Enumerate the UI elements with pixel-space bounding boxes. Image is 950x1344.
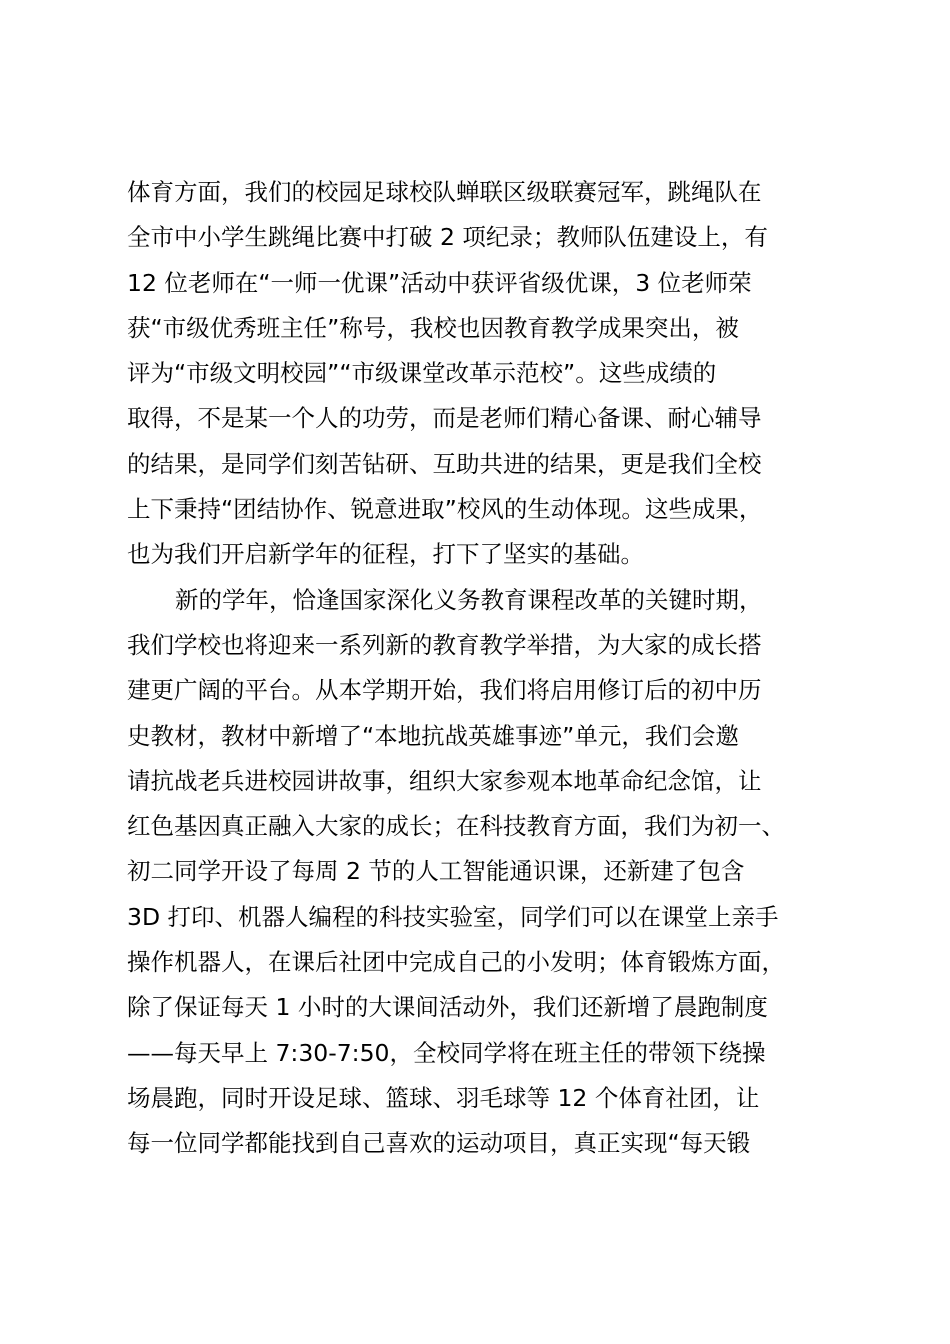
text-line: 操作机器人，在课后社团中完成自己的小发明；体育锻炼方面，: [127, 948, 785, 977]
text-line: 3D 打印、机器人编程的科技实验室，同学们可以在课堂上亲手: [127, 902, 779, 931]
text-line: ——每天早上 7:30-7:50，全校同学将在班主任的带领下绕操: [127, 1038, 766, 1067]
paragraph-first-line: 新的学年，恰逢国家深化义务教育课程改革的关键时期，: [175, 585, 763, 614]
text-line: 获“市级优秀班主任”称号，我校也因教育教学成果突出，被: [127, 313, 739, 342]
text-line: 全市中小学生跳绳比赛中打破 2 项纪录；教师队伍建设上，有: [127, 223, 768, 252]
text-line: 每一位同学都能找到自己喜欢的运动项目，真正实现“每天锻: [127, 1129, 751, 1158]
text-line: 史教材，教材中新增了“本地抗战英雄事迹”单元，我们会邀: [127, 721, 739, 750]
text-line: 请抗战老兵进校园讲故事，组织大家参观本地革命纪念馆，让: [127, 766, 762, 795]
text-line: 上下秉持“团结协作、锐意进取”校风的生动体现。这些成果，: [127, 495, 763, 524]
text-line: 我们学校也将迎来一系列新的教育教学举措，为大家的成长搭: [127, 630, 762, 659]
text-line: 红色基因真正融入大家的成长；在科技教育方面，我们为初一、: [127, 812, 785, 841]
text-line: 除了保证每天 1 小时的大课间活动外，我们还新增了晨跑制度: [127, 993, 768, 1022]
text-line: 也为我们开启新学年的征程，打下了坚实的基础。: [127, 540, 644, 569]
text-line: 评为“市级文明校园”“市级课堂改革示范校”。这些成绩的: [127, 359, 717, 388]
text-line: 建更广阔的平台。从本学期开始，我们将启用修订后的初中历: [127, 676, 762, 705]
text-line: 的结果，是同学们刻苦钻研、互助共进的结果，更是我们全校: [127, 449, 762, 478]
text-line: 取得，不是某一个人的功劳，而是老师们精心备课、耐心辅导: [127, 404, 762, 433]
text-line: 12 位老师在“一师一优课”活动中获评省级优课，3 位老师荣: [127, 268, 752, 297]
text-line: 初二同学开设了每周 2 节的人工智能通识课，还新建了包含: [127, 857, 745, 886]
text-line: 场晨跑，同时开设足球、篮球、羽毛球等 12 个体育社团，让: [127, 1083, 760, 1112]
text-line: 体育方面，我们的校园足球校队蝉联区级联赛冠军，跳绳队在: [127, 178, 762, 206]
document-body: [127, 170, 847, 1167]
